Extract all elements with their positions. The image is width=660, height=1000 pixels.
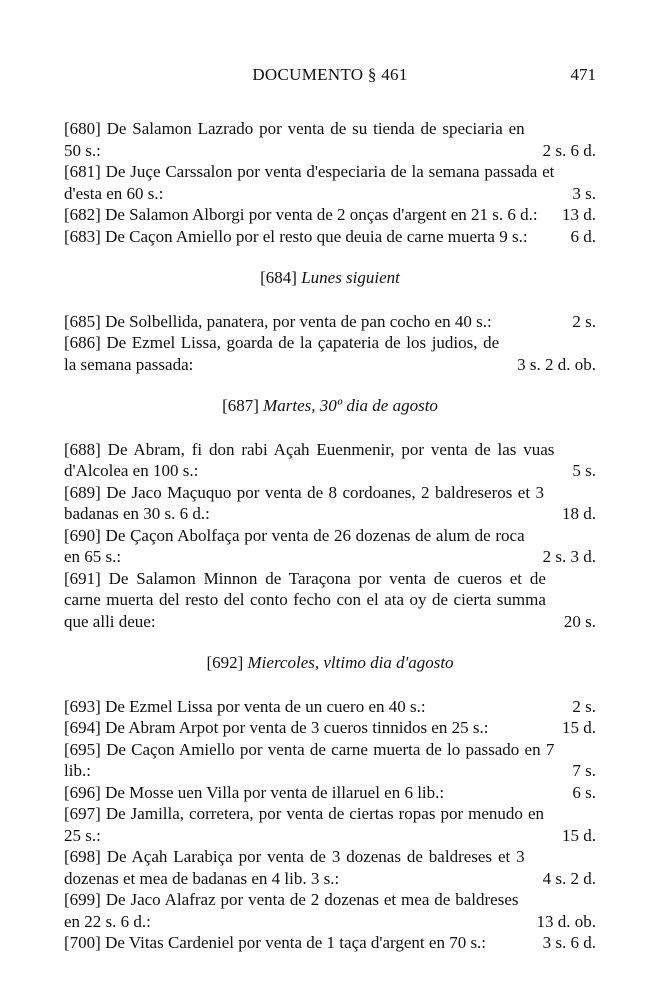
section-heading <box>64 395 596 417</box>
entry-amount: 7 s. <box>572 761 596 780</box>
entry-text: [685] De Solbellida, panatera, por venta de pan cocho en 40 s.: <box>64 311 492 331</box>
entry-text: [691] De Salamon Minnon de Taraçona por venta de cueros et de carne muerta del resto del conto fecho con el ata oy de cierta summa que alli deue: <box>64 568 546 631</box>
entry-amount: 15 d. <box>562 825 596 845</box>
entry-amount: 3 s. 2 d. ob. <box>517 354 596 374</box>
entry-amount: 3 s. <box>572 183 596 203</box>
entry-amount: 3 s. 6 d. <box>542 933 596 952</box>
entry-text: [698] De Açah Larabiça por venta de 3 dozenas de baldreses et 3 dozenas et mea de badanas en 4 lib. 3 s.: <box>64 847 525 888</box>
entry-text: [681] De Juçe Carssalon por venta d'especiaria de la semana passada et d'esta en 60 s.: <box>64 162 555 203</box>
ledger-entry <box>64 717 596 739</box>
entry-amount: 15 d. <box>562 718 596 737</box>
section-title: Miercoles, vltimo dia d'agosto <box>247 653 454 672</box>
entry-text: [690] De Çaçon Abolfaça por venta de 26 dozenas de alum de roca en 65 s.: <box>64 525 525 566</box>
ledger-content <box>64 118 596 954</box>
entry-amount: 20 s. <box>563 611 596 631</box>
entry-amount: 2 s. <box>572 696 596 716</box>
entry-amount: 18 d. <box>562 504 596 523</box>
entry-amount: 2 s. 3 d. <box>542 547 596 566</box>
ledger-entry <box>64 782 596 804</box>
ledger-entry <box>64 204 596 226</box>
entry-amount: 13 d. <box>562 205 596 224</box>
entry-text: [680] De Salamon Lazrado por venta de su tienda de speciaria en 50 s.: <box>64 119 525 160</box>
entry-text: [696] De Mosse uen Villa por venta de illaruel en 6 lib.: <box>64 782 445 802</box>
ledger-entry <box>64 739 596 782</box>
ledger-entry <box>64 311 596 333</box>
entry-amount: 2 s. 6 d. <box>542 140 596 160</box>
ledger-entry <box>64 525 596 568</box>
ledger-entry <box>64 118 596 161</box>
entry-text: [683] De Caçon Amiello por el resto que deuia de carne muerta 9 s.: <box>64 226 528 246</box>
section-heading <box>64 267 596 289</box>
ledger-entry <box>64 161 596 204</box>
running-header-title: DOCUMENTO § 461 <box>252 65 408 84</box>
ledger-entry <box>64 568 596 633</box>
entry-text: [689] De Jaco Maçuquo por venta de 8 cordoanes, 2 baldreseros et 3 badanas en 30 s. 6 d.: <box>64 482 544 523</box>
entry-text: [686] De Ezmel Lissa, goarda de la çapateria de los judios, de la semana passada: <box>64 333 500 374</box>
entry-amount: 4 s. 2 d. <box>542 868 596 888</box>
entry-text: [695] De Caçon Amiello por venta de carne muerta de lo passado en 7 lib.: <box>64 739 555 780</box>
ledger-entry <box>64 803 596 846</box>
ledger-entry <box>64 846 596 889</box>
entry-amount: 2 s. <box>572 311 596 331</box>
section-number: [687] <box>222 396 259 415</box>
ledger-entry <box>64 696 596 718</box>
section-heading <box>64 652 596 674</box>
entry-amount: 13 d. ob. <box>536 911 596 931</box>
entry-amount: 6 d. <box>570 226 596 246</box>
section-number: [692] <box>206 653 244 672</box>
entry-text: [700] De Vitas Cardeniel por venta de 1 taça d'argent en 70 s.: <box>64 933 487 952</box>
entry-text: [699] De Jaco Alafraz por venta de 2 dozenas et mea de baldreses en 22 s. 6 d.: <box>64 890 519 931</box>
ledger-entry <box>64 482 596 525</box>
entry-amount: 6 s. <box>572 782 596 802</box>
entry-text: [682] De Salamon Alborgi por venta de 2 onças d'argent en 21 s. 6 d.: <box>64 205 538 224</box>
ledger-entry <box>64 439 596 482</box>
ledger-entry <box>64 332 596 375</box>
entry-text: [688] De Abram, fi don rabi Açah Euenmenir, por venta de las vuas d'Alcolea en 100 s.: <box>64 439 555 480</box>
ledger-entry <box>64 226 596 248</box>
page-number: 471 <box>570 65 596 84</box>
section-title: Martes, 30º dia de agosto <box>263 396 438 415</box>
section-title: Lunes siguient <box>301 268 400 287</box>
section-number: [684] <box>260 268 297 287</box>
entry-text: [697] De Jamilla, corretera, por venta de ciertas ropas por menudo en 25 s.: <box>64 804 544 845</box>
entry-text: [693] De Ezmel Lissa por venta de un cuero en 40 s.: <box>64 696 426 716</box>
entry-amount: 5 s. <box>572 461 596 480</box>
entry-text: [694] De Abram Arpot por venta de 3 cueros tinnidos en 25 s.: <box>64 718 489 737</box>
ledger-entry <box>64 932 596 954</box>
ledger-entry <box>64 889 596 932</box>
